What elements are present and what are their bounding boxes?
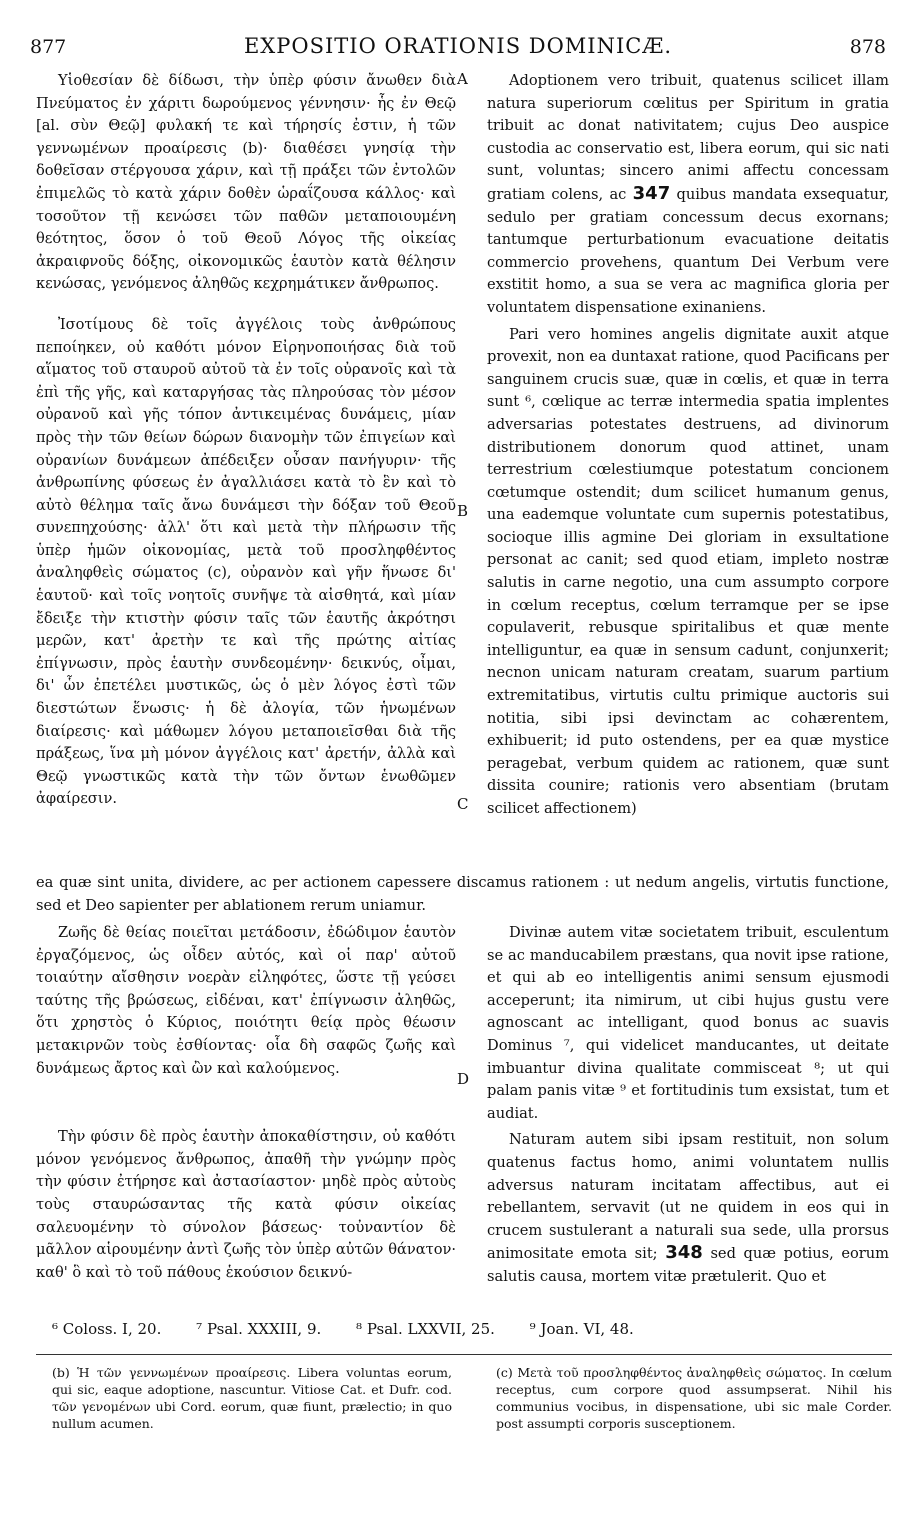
running-title: EXPOSITIO ORATIONIS DOMINICÆ.: [243, 34, 673, 58]
greek-paragraph: Ἰσοτίμους δὲ τοῖς ἀγγέλοις τοὺς ἀνθρώπους πεποίηκεν, οὐ καθότι μόνον Εἰρηνοποιήσας διὰ τοῦ αἵματος τοῦ σταυροῦ αὐτοῦ τὰ ἐν τοῖς οὐρανοῖς καὶ τὰ ἐπὶ τῆς γῆς, καὶ καταργήσας τὰς πληρούσας τὸν μέσον οὐρανοῦ καὶ γῆς τόπον ἀντικειμένας δυνάμεις, μίαν πρὸς τὴν τῶν θείων δώρων διανομὴν τῶν ἐπιγείων καὶ οὐρανίων δυνάμεων ἀπέδειξεν οὖσαν πανήγυριν· τῆς ἀνθρωπίνης φύσεως ἐν ἀγαλλιάσει κατὰ τὸ ἓν καὶ τὸ αὐτὸ θέλημα ταῖς ἄνω δυνάμεσι τὴν δόξαν τοῦ Θεοῦ συνεπηχούσης· ἀλλ' ὅτι καὶ μετὰ τὴν πλήρωσιν τῆς ὑπὲρ ἡμῶν οἰκονομίας, μετὰ τοῦ προσληφθέντος ἀναληφθεὶς σώματος (c), οὐρανὸν καὶ γῆν ἥνωσε δι' ἑαυτοῦ· καὶ τοῖς νοητοῖς συνῆψε τὰ αἰσθητά, καὶ μίαν ἔδειξε τὴν κτιστὴν φύσιν ταῖς τῶν ἑαυτῆς ἀκρότησι μερῶν, κατ' ἀρετὴν τε καὶ τῆς πρώτης αἰτίας ἐπίγνωσιν, πρὸς ἑαυτὴν συνδεομένην· δεικνύς, οἶμαι, δι' ὧν ἐπετέλει μυστικῶς, ὡς ὁ μὲν λόγος ἐστὶ τῶν διεστώτων ἕνωσις· ἡ δὲ ἀλογία, τῶν ἡνωμένων διαίρεσις· καὶ μάθωμεν λόγου μεταποιεῖσθαι διὰ τῆς πράξεως, ἵνα μὴ μόνον ἀγγέλοις κατ' ἀρετήν, ἀλλὰ καὶ Θεῷ γνωστικῶς κατὰ τὴν τῶν ὄντων ἑνωθῶμεν ἀφαίρεσιν.: [36, 315, 456, 808]
footnote-b: (b) Ἡ τῶν γεννωμένων προαίρεσις. Libera voluntas eorum, qui sic, eaque adoptione, nascuntur. Vitiose Cat. et Dufr. cod. τῶν γενομένων ubi Cord. eorum, quæ fiunt, prælectio; in quo nullum acumen.: [52, 1365, 452, 1431]
latin-paragraph: Naturam autem sibi ipsam restituit, non solum quatenus factus homo, animi voluntatem nullis adversus naturam incitatam affectibus, aut ei rebellantem, servavit (ut ne quidem in eos qui in crucem sustulerant a naturali sua sede, ulla prorsus animositate emota sit; 348 sed quæ potius, eorum salutis causa, mortem vitæ prætulerit. Quo et: [487, 1131, 890, 1285]
reference: ⁷ Psal. XXXIII, 9.: [196, 1320, 322, 1338]
latin-column: [487, 70, 889, 821]
margin-marker: D: [457, 1070, 470, 1088]
margin-marker: A: [457, 70, 468, 88]
latin-paragraph: Pari vero homines angelis dignitate auxit atque provexit, non ea duntaxat ratione, quod Pacificans per sanguinem crucis suæ, quæ in cœlis, et quæ in terra sunt ⁶, cœlique ac terræ intermedia spatia implentes adversarias potestates destruens, ad divinorum distributionem donorum quod attinet, unam terrestrium cœlestiumque potestatum concionem cœtumque ostendit; dum scilicet humanum genus, una eademque voluntate cum supernis potestatibus, socioque illis agmine Dei gloriam in exsultatione personat ac canit; sed quod etiam, impleto nostræ salutis in carne negotio, una cum assumpto corpore in cœlum receptus, cœlum terramque per se ipse copulaverit, rebusque spiritalibus et quæ mente intelliguntur, ea quæ in sensum cadunt, conjunxerit; necnon unicam naturam creatam, suarum partium extremitatibus, virtutis cultu primique auctoris sui notitia, sibi ipsi devinctam ac cohærentem, exhibuerit; id puto ostendens, per ea quæ mystice peragebat, verbum quidem ac rationem, quæ sunt dissita counire; rationis vero absentiam (brutam scilicet affectionem): [487, 325, 889, 817]
greek-paragraph: Υἱοθεσίαν δὲ δίδωσι, τὴν ὑπὲρ φύσιν ἄνωθεν διὰ Πνεύματος ἐν χάριτι δωρούμενος γέννησιν· ἧς ἐν Θεῷ [al. σὺν Θεῷ] φυλακή τε καὶ τήρησίς ἐστιν, ἡ τῶν γεννωμένων προαίρεσις (b)· διαθέσει γνησίᾳ τὴν δοθεῖσαν στέργουσα χάριν, καὶ τῇ πράξει τῶν ἐντολῶν ἐπιμελῶς τὸ κατὰ χάριν δοθὲν ὡραΐζουσα κάλλος· καὶ τοσοῦτον τῇ κενώσει τῶν παθῶν μεταποιουμένη θεότητος, ὅσον ὁ τοῦ Θεοῦ Λόγος τῆς οἰκείας ἀκραιφνοῦς δόξης, οἰκονομικῶς ἑαυτὸν κατὰ θέλησιν κενώσας, γενόμενος ἀληθῶς κεχρημάτικεν ἄνθρωπος.: [36, 72, 456, 293]
reference: ⁹ Joan. VI, 48.: [529, 1320, 634, 1338]
scripture-references: [52, 1320, 892, 1338]
greek-column: [36, 70, 456, 811]
footnote-c: (c) Μετὰ τοῦ προσληφθέντος ἀναληφθεὶς σώματος. In cœlum receptus, cum corpore quod assumpserat. Nihil his communius vocibus, in dispensatione, ubi sic male Corder. post assumpti corporis susceptionem.: [496, 1365, 892, 1431]
latin-paragraph: Divinæ autem vitæ societatem tribuit, esculentum se ac manducabilem præstans, qua novit ipse ratione, et qui ab eo intelligentis animi sensum ejusmodi acceperunt; ita nimirum, ut cibi hujus gustu vere agnoscant ac intelligant, quod bonus ac suavis Dominus ⁷, qui videlicet manducantes, ut deitate imbuantur divina qualitate commisceat ⁸; ut qui palam panis vitæ ⁹ et fortitudinis tum exsistat, tum et audiat.: [487, 924, 889, 1122]
greek-paragraph: Τὴν φύσιν δὲ πρὸς ἑαυτὴν ἀποκαθίστησιν, οὐ καθότι μόνον γενόμενος ἄνθρωπος, ἀπαθῆ τὴν γνώμην πρὸς τὴν φύσιν ἐτήρησε καὶ ἀστασίαστον· μηδὲ πρὸς αὐτοὺς τοὺς σταυρώσαντας τῆς κατὰ φύσιν οἰκείας σαλευομένην τὸ σύνολον βάσεως· τοὐναντίον δὲ μᾶλλον αἱρουμένην ἀντὶ ζωῆς τὸν ὑπὲρ αὐτῶν θάνατον· καθ' ὃ καὶ τὸ τοῦ πάθους ἑκούσιον δεικνύ-: [36, 1128, 456, 1281]
margin-marker: C: [457, 795, 469, 813]
margin-marker: B: [457, 502, 469, 520]
page-header: [30, 30, 886, 64]
column-number: 348: [665, 1242, 703, 1264]
footnote-divider: [36, 1354, 892, 1355]
latin-column-lower: [487, 922, 889, 1289]
reference: ⁸ Psal. LXXVII, 25.: [356, 1320, 495, 1338]
column-number: 347: [632, 182, 671, 204]
greek-column-lower: [36, 922, 456, 1284]
reference: ⁶ Coloss. I, 20.: [52, 1320, 162, 1338]
right-page-number: 878: [849, 36, 886, 58]
spanning-latin-line: ea quæ sint unita, dividere, ac per actionem capessere discamus rationem : ut nedum angelis, virtutis functione, sed et Deo sapienter per ablationem rerum uniamur.: [36, 874, 889, 914]
greek-paragraph: Ζωῆς δὲ θείας ποιεῖται μετάδοσιν, ἐδώδιμον ἑαυτὸν ἐργαζόμενος, ὡς οἶδεν αὐτός, καὶ οἱ παρ' αὐτοῦ τοιαύτην αἴσθησιν νοερὰν εἰληφότες, ὥστε τῇ γεύσει ταύτης τῆς βρώσεως, εἰδέναι, κατ' ἐπίγνωσιν ἀληθῶς, ὅτι χρηστὸς ὁ Κύριος, ποιότητι θείᾳ πρὸς θέωσιν μετακιρνῶν τοὺς ἐσθίοντας· οἷα δὴ σαφῶς ζωῆς καὶ δυνάμεως ἄρτος καὶ ὢν καὶ καλούμενος.: [36, 924, 456, 1077]
left-page-number: 877: [30, 36, 67, 58]
latin-paragraph: Adoptionem vero tribuit, quatenus scilicet illam natura superiorum cœlitus per Spiritum in gratia tribuit ac donat nativitatem; cujus Deo auspice custodia ac conservatio est, libera eorum, qui sic nati sunt, voluntas; sincero animi affectu concessam gratiam colens, ac 347 quibus mandata exsequatur, sedulo per gratiam concessum decus exornans; tantumque perturbationum evacuatione deitatis commercio provehens, quantum Dei Verbum vere exstitit homo, a sua se vera ac magnifica gloria per voluntatem dispensatione exinaniens.: [487, 72, 889, 316]
